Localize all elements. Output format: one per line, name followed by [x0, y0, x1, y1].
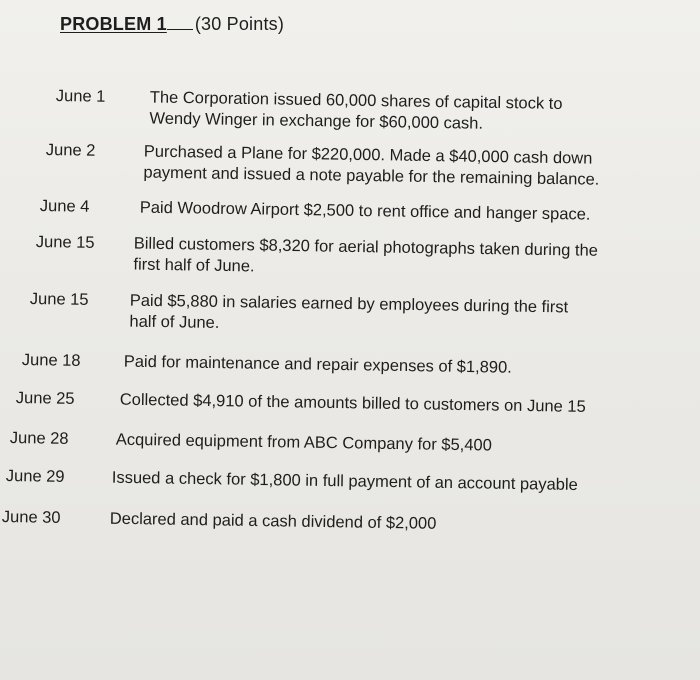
- description-line: The Corporation issued 60,000 shares of capital stock to: [149, 88, 563, 113]
- transaction-date: June 4: [39, 196, 90, 216]
- description-line: Issued a check for $1,800 in full payment of an account payable: [111, 468, 578, 494]
- transaction-date: June 15: [35, 232, 95, 252]
- transaction-date: June 29: [5, 466, 65, 486]
- problem-points: (30 Points): [194, 14, 285, 34]
- transaction-description: [149, 87, 562, 135]
- transaction-date: June 18: [21, 350, 81, 370]
- transaction-description: [129, 291, 568, 340]
- transaction-date: June 25: [15, 388, 75, 408]
- description-line: Wendy Winger in exchange for $60,000 cash.: [149, 109, 484, 133]
- description-line: Paid for maintenance and repair expenses of $1,890.: [123, 352, 512, 377]
- description-line: Declared and paid a cash dividend of $2,000: [109, 509, 437, 533]
- transaction-date: June 28: [9, 428, 69, 448]
- transaction-description: [133, 234, 598, 283]
- description-line: payment and issued a note payable for the remaining balance.: [143, 163, 600, 189]
- transaction-description: [110, 509, 437, 535]
- description-line: Collected $4,910 of the amounts billed to customers on June 15: [119, 390, 586, 416]
- transaction-description: [120, 390, 586, 418]
- description-line: Billed customers $8,320 for aerial photographs taken during the: [133, 234, 599, 260]
- transaction-description: [116, 430, 492, 457]
- problem-title: PROBLEM 1: [60, 14, 167, 34]
- title-underline-gap: [167, 15, 193, 30]
- transaction-description: [143, 142, 599, 191]
- description-line: half of June.: [129, 312, 220, 332]
- problem-header: [60, 14, 284, 35]
- transaction-date: June 1: [55, 86, 106, 106]
- description-line: Purchased a Plane for $220,000. Made a $40,000 cash down: [143, 142, 593, 168]
- transaction-date: June 30: [1, 507, 61, 527]
- transaction-description: [140, 198, 591, 226]
- description-line: Paid $5,880 in salaries earned by employees during the first: [129, 291, 569, 317]
- transaction-description: [124, 352, 512, 379]
- description-line: Acquired equipment from ABC Company for $5,400: [115, 430, 492, 455]
- transaction-description: [112, 468, 578, 496]
- description-line: Paid Woodrow Airport $2,500 to rent office and hanger space.: [139, 198, 591, 224]
- transaction-date: June 2: [45, 140, 96, 160]
- description-line: first half of June.: [133, 255, 255, 276]
- transaction-date: June 15: [29, 289, 89, 309]
